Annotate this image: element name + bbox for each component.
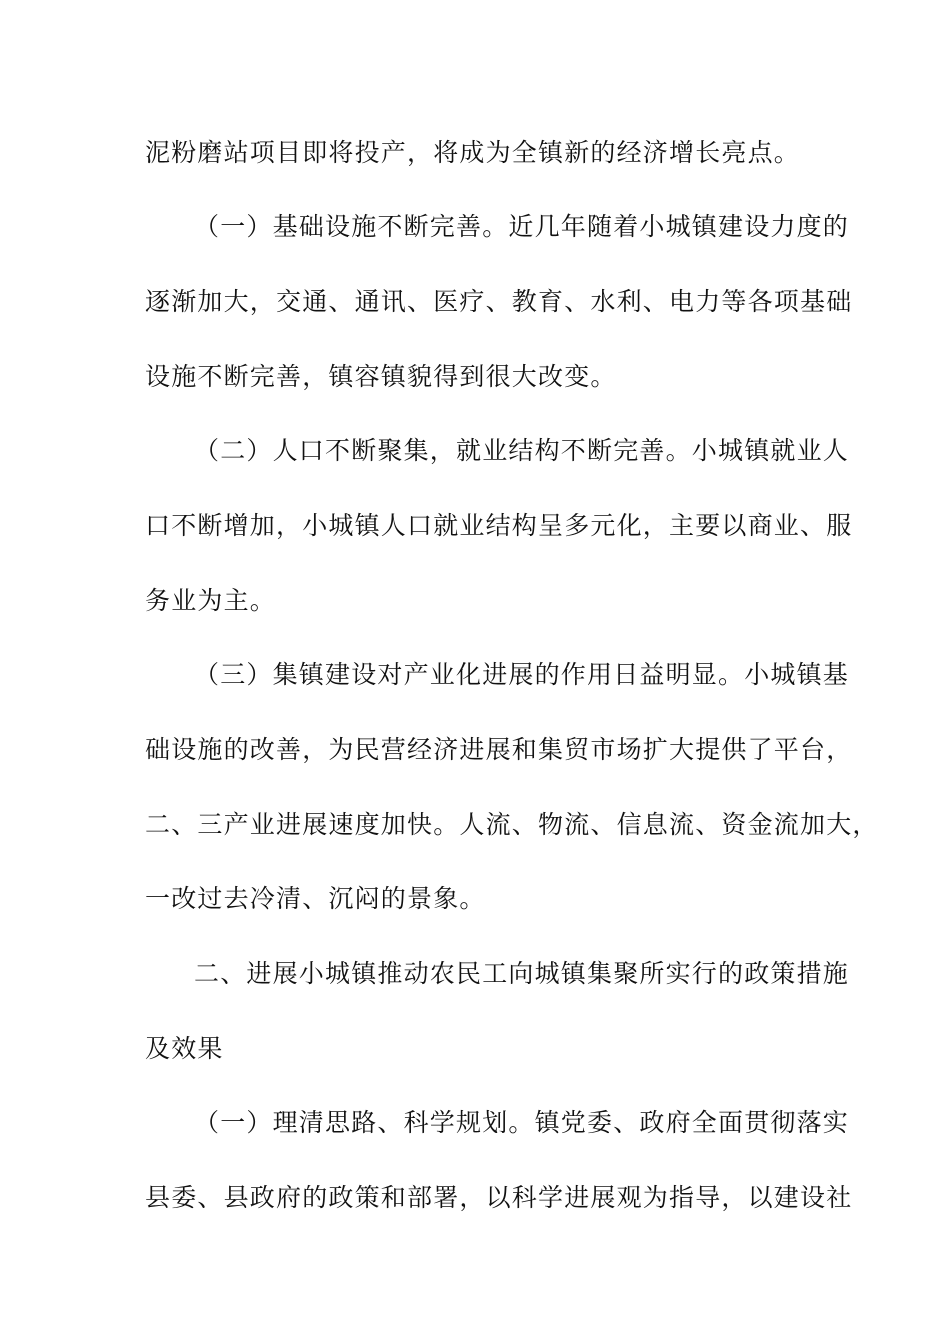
text-line: 一改过去冷清、沉闷的景象。 <box>145 884 486 913</box>
text-line: 础设施的改善，为民营经济进展和集贸市场扩大提供了平台， <box>145 735 853 764</box>
text-line: （一）基础设施不断完善。近几年随着小城镇建设力度的 <box>194 212 850 241</box>
text-line: 泥粉磨站项目即将投产，将成为全镇新的经济增长亮点。 <box>145 138 801 167</box>
section-heading: 二、进展小城镇推动农民工向城镇集聚所实行的政策措施 <box>194 959 850 988</box>
text-line: （三）集镇建设对产业化进展的作用日益明显。小城镇基 <box>194 660 850 689</box>
text-line: （二）人口不断聚集，就业结构不断完善。小城镇就业人 <box>194 436 850 465</box>
text-line: 二、三产业进展速度加快。人流、物流、信息流、资金流加大， <box>145 810 879 839</box>
text-line: （一）理清思路、科学规划。镇党委、政府全面贯彻落实 <box>194 1108 850 1137</box>
text-line: 逐渐加大，交通、通讯、医疗、教育、水利、电力等各项基础 <box>145 287 853 316</box>
section-heading: 及效果 <box>145 1034 224 1063</box>
text-line: 务业为主。 <box>145 586 277 615</box>
text-line: 县委、县政府的政策和部署，以科学进展观为指导，以建设社 <box>145 1183 853 1212</box>
text-line: 设施不断完善，镇容镇貌得到很大改变。 <box>145 362 617 391</box>
text-line: 口不断增加，小城镇人口就业结构呈多元化，主要以商业、服 <box>145 511 853 540</box>
